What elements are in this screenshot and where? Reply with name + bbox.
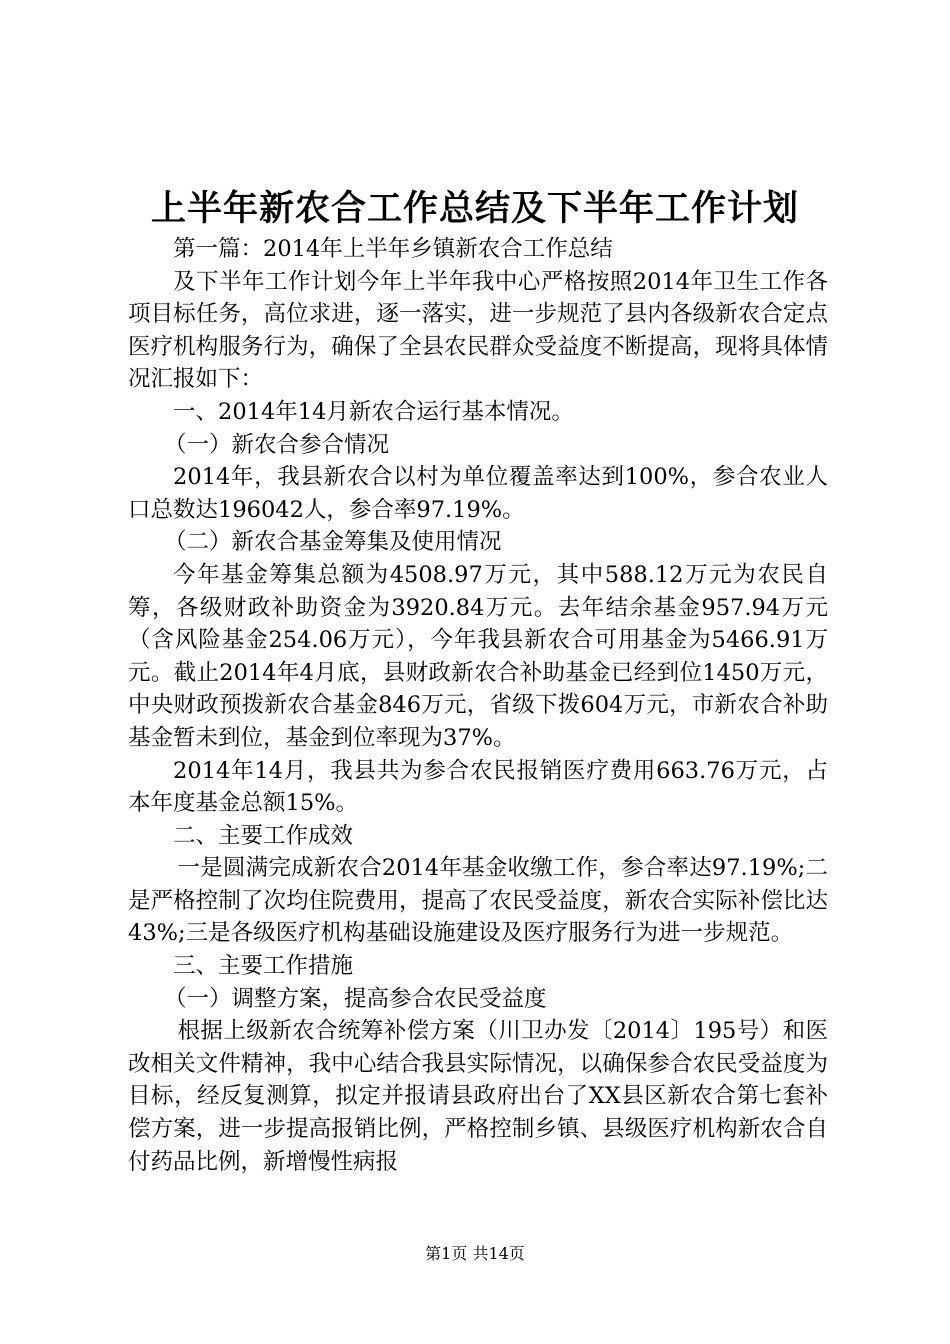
paragraph-intro: 及下半年工作计划今年上半年我中心严格按照2014年卫生工作各项目标任务，高位求进，逐一落实，进一步规范了县内各级新农合定点医疗机构服务行为，确保了全县农民群众受益度不断提高，现将具体情况汇报如下： (128, 268, 828, 393)
document-title: 上半年新农合工作总结及下半年工作计划 (150, 189, 799, 229)
paragraph-fund: 今年基金筹集总额为4508.97万元，其中588.12万元为农民自筹，各级财政补助资金为3920.84万元。去年结余基金957.94万元（含风险基金254.06万元），今年我县新农合可用基金为5466.91万元。截止2014年4月底，县财政新农合补助基金已经到位1450万元，中央财政预拨新农合基金846万元，省级下拨604万元，市新农合补助基金暂未到位，基金到位率现为37%。 (128, 561, 828, 751)
paragraph-heading-2: 二、主要工作成效 (173, 822, 354, 849)
paragraph-section-heading: 第一篇：2014年上半年乡镇新农合工作总结 (173, 236, 613, 262)
paragraph-achievements: 一是圆满完成新农合2014年基金收缴工作，参合率达97.19%;二是严格控制了次均住院费用，提高了农民受益度，新农合实际补偿比达43%;三是各级医疗机构基础设施建设及医疗服务行为进一步规范。 (128, 855, 828, 947)
document-body (128, 233, 828, 1178)
paragraph-heading-1: 一、2014年14月新农合运行基本情况。 (173, 398, 574, 425)
paragraph-heading-3: 三、主要工作措施 (173, 953, 354, 980)
paragraph-subheading-1: （一）新农合参合情况 (164, 431, 390, 458)
paragraph-subheading-3: （一）调整方案，提高参合农民受益度 (164, 985, 547, 1012)
paragraph-participation: 2014年，我县新农合以村为单位覆盖率达到100%，参合农业人口总数达196042人，参合率97.19%。 (128, 464, 828, 523)
paragraph-reimbursement: 2014年14月，我县共为参合农民报销医疗费用663.76万元，占本年度基金总额15%。 (128, 757, 828, 817)
page-footer: 第1页 共14页 (425, 1244, 525, 1263)
paragraph-measures: 根据上级新农合统筹补偿方案（川卫办发〔2014〕195号）和医改相关文件精神，我中心结合我县实际情况，以确保参合农民受益度为目标，经反复测算，拟定并报请县政府出台了XX县区新农合第七套补偿方案，进一步提高报销比例，严格控制乡镇、县级医疗机构新农合自付药品比例，新增慢性病报 (128, 1018, 828, 1175)
paragraph-subheading-2: （二）新农合基金筹集及使用情况 (164, 529, 502, 556)
